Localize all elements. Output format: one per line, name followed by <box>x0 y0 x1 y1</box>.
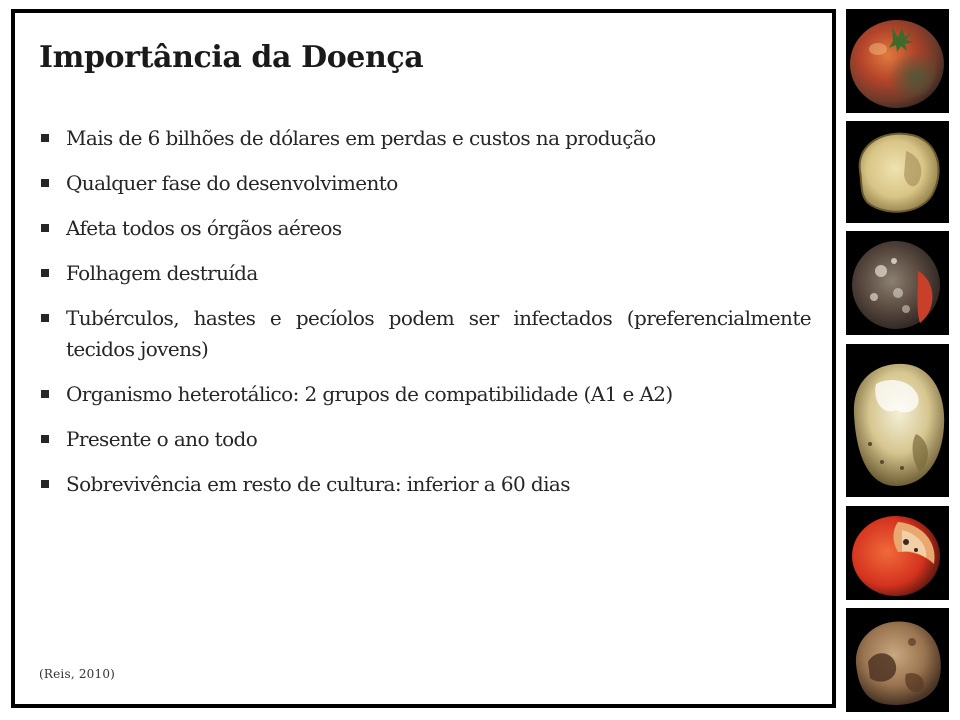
square-bullet-icon <box>41 179 49 187</box>
bullet-item <box>41 213 811 244</box>
bullet-text: Tubérculos, hastes e pecíolos podem ser infectados (preferencialmente tecidos jovens) <box>66 306 811 361</box>
citation: (Reis, 2010) <box>39 667 116 681</box>
bullet-item <box>41 123 811 154</box>
square-bullet-icon <box>41 390 49 398</box>
cut-potato-lesion-image <box>846 344 949 497</box>
bullet-text: Mais de 6 bilhões de dólares em perdas e custos na produção <box>66 126 656 150</box>
bullet-list <box>41 123 811 514</box>
square-bullet-icon <box>41 480 49 488</box>
bullet-text: Sobrevivência em resto de cultura: inferior a 60 dias <box>66 472 570 496</box>
bullet-item <box>41 469 811 500</box>
bullet-item <box>41 379 811 410</box>
rotted-tomato-image <box>846 231 949 335</box>
cut-potato-tuber-image <box>846 121 949 223</box>
square-bullet-icon <box>41 435 49 443</box>
bullet-text: Qualquer fase do desenvolvimento <box>66 171 398 195</box>
bullet-item <box>41 303 811 365</box>
bullet-item <box>41 258 811 289</box>
bullet-text: Folhagem destruída <box>66 261 258 285</box>
bullet-text: Afeta todos os órgãos aéreos <box>66 216 342 240</box>
tomato-lesion-image <box>846 506 949 600</box>
diseased-tomato-image <box>846 9 949 113</box>
square-bullet-icon <box>41 269 49 277</box>
square-bullet-icon <box>41 314 49 322</box>
slide-title: Importância da Doença <box>39 40 424 75</box>
potato-tuber-blight-image <box>846 608 949 712</box>
bullet-text: Organismo heterotálico: 2 grupos de compatibilidade (A1 e A2) <box>66 382 673 406</box>
content-frame <box>11 9 836 708</box>
bullet-item <box>41 424 811 455</box>
bullet-text: Presente o ano todo <box>66 427 258 451</box>
square-bullet-icon <box>41 134 49 142</box>
bullet-item <box>41 168 811 199</box>
square-bullet-icon <box>41 224 49 232</box>
